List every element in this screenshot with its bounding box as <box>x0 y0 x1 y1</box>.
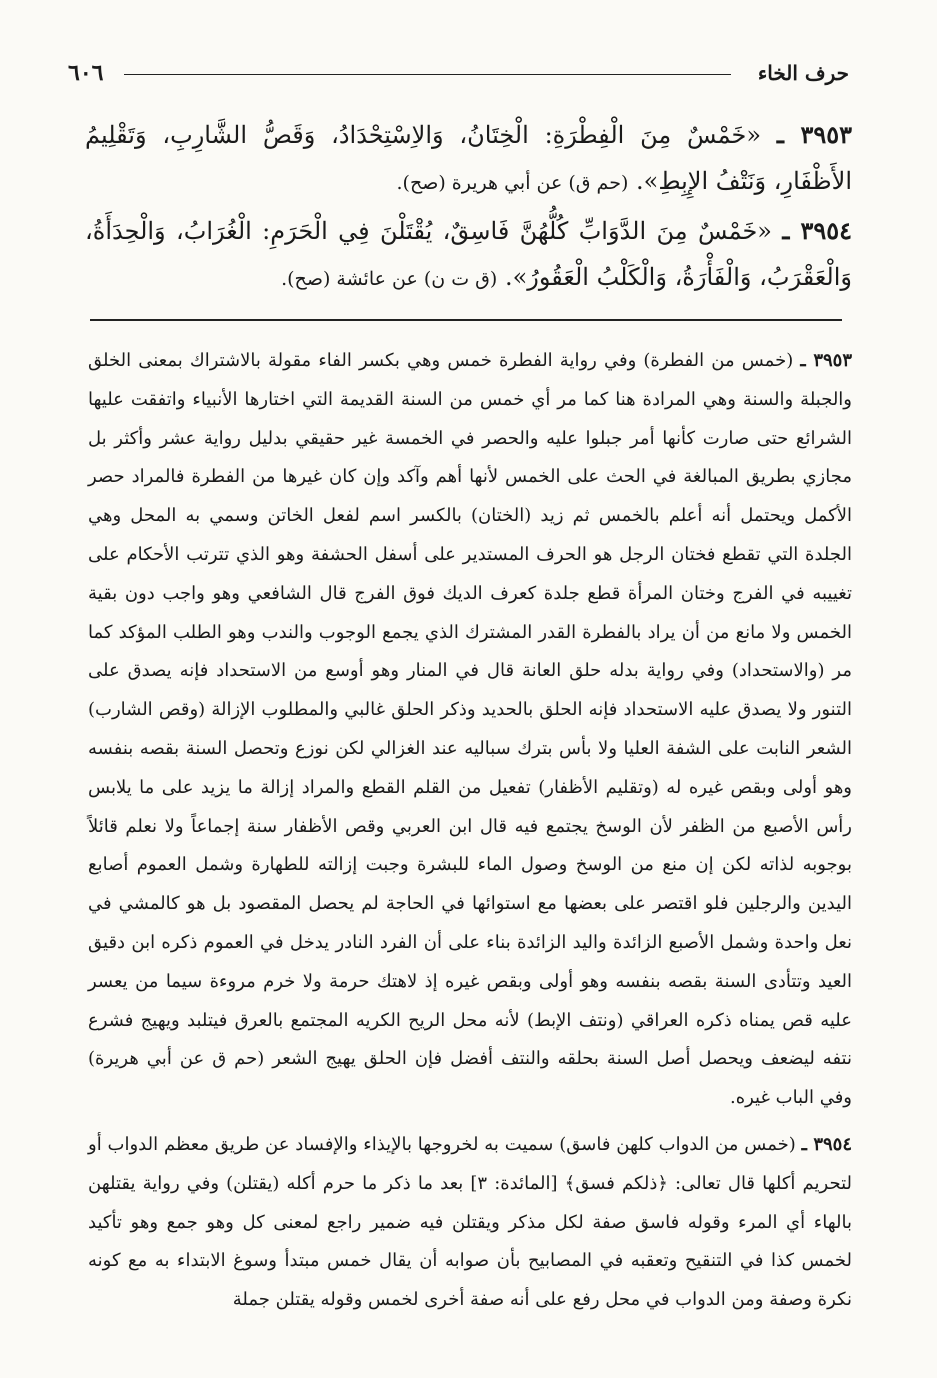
commentary-text: (خمس من الدواب كلهن فاسق) سميت به لخروجها بالإيذاء والإفساد عن طريق معظم الدواب أو لتحريم أكلها قال تعالى: ﴿ذلكم فسق﴾ [المائدة: ٣] بعد ما ذكر ما حرم أكله (يقتلن) وفي رواية يقتلهن بالهاء أي المرء وقوله فاسق صفة لكل مذكر ويقتلن فيه ضمير راجع لمعنى كل وهو جمع وهو تأكيد لخمس كذا في التنقيح وتعقبه في المصابيح بأن صوابه أن يقال خمس مبتدأ وسوغ الابتداء به مع كونه نكرة وصفة ومن الدواب في محل رفع على أنه صفة أخرى لخمس وقوله يقتلن جملة <box>88 1133 853 1311</box>
hadith-source: (ق ت ن) عن عائشة (صح). <box>281 268 498 290</box>
hadith-source: (حم ق) عن أبي هريرة (صح). <box>396 172 629 194</box>
commentary-section <box>88 342 852 1320</box>
header-rule <box>124 74 731 75</box>
commentary-text: (خمس من الفطرة) وفي رواية الفطرة خمس وهي بكسر الفاء مقولة بالاشتراك بمعنى الخلق والجبلة والسنة وهي المرادة هنا كما مر أي خمس من السنة القديمة التي اختارها الأنبياء واتفقت عليها الشرائع حتى صارت كأنها أمر جبلوا عليه والحصر في الخمسة غير حقيقي بدليل رواية عشر وأكثر بل مجازي بطريق المبالغة في الحث على الخمس لأنها أهم وآكد وإن كان غيرها من الفطرة فالمراد حصر الأكمل ويحتمل أنه أعلم بالخمس ثم زيد (الختان) بالكسر اسم لفعل الخاتن وسمي به المحل وهي الجلدة التي تقطع فختان الرجل هو الحرف المستدير على أسفل الحشفة وهو الذي تترتب الأحكام على تغييبه في الفرج وختان المرأة قطع جلدة كعرف الديك فوق الفرج قال الشافعي وهو واجب دون بقية الخمس ولا مانع من أن يراد بالفطرة القدر المشترك الذي يجمع الوجوب والندب وهو الطلب المؤكد كما مر (والاستحداد) وفي رواية بدله حلق العانة قال في المنار وهو أوسع من الاستحداد فإنه يصدق على التنور ولا يصدق عليه الاستحداد فإنه الحلق بالحديد وذكر الحلق غالبي والمطلوب الإزالة (وقص الشارب) الشعر النابت على الشفة العليا ولا بأس بترك سباليه عند الغزالي لكن نوزع وتحصل السنة بقصه بنفسه وهو أولى وبقص غيره له (وتقليم الأظفار) تفعيل من القلم القطع والمراد إزالة ما يزيد على ما يلابس رأس الأصبع من الظفر لأن الوسخ يجتمع فيه قال ابن العربي وقص الأظفار سنة إجماعاً ولا نعلم قائلاً بوجوبه لذاته لكن إن منع من الوسخ وصول الماء للبشرة وجبت إزالته للطهارة وشمل العموم أصابع اليدين والرجلين فلو اقتصر على بعضها مع استوائها في الحاجة لم يحصل المقصود بل هو كالمشي في نعل واحدة وشمل الأصبع الزائدة واليد الزائدة بناء على أن الفرد النادر يدخل في العموم ذكره ابن دقيق العيد وتتأدى السنة بقصه بنفسه وهو أولى وبقص غيره إذ لاهتك حرمة ولا خرم مروءة سيما من يعسر عليه قص يمناه ذكره العراقي (ونتف الإبط) لأنه محل الريح الكريه المجتمع بالعرق فيتلبد ويهيج فشرع نتفه ليضعف ويحصل أصل السنة بحلقه والنتف أفضل فإن الحلق يهيج الشعر (حم ق عن أبي هريرة) وفي الباب غيره. <box>88 350 852 1109</box>
hadith-text: «خَمْسٌ مِنَ الْفِطْرَةِ: الْخِتَانُ، وَالاِسْتِحْدَادُ، وَقَصُّ الشَّارِبِ، وَتَقْلِيمُ الأَظْفَارِ، وَنَتْفُ الإِبِطِ». <box>85 121 852 195</box>
hadith-number: ٣٩٥٤ ـ <box>782 216 853 245</box>
page-number: ٦٠٦ <box>68 60 104 86</box>
commentary-number: ٣٩٥٣ ـ <box>800 350 852 371</box>
commentary-number: ٣٩٥٤ ـ <box>801 1133 852 1155</box>
hadith-3954 <box>85 208 852 302</box>
hadith-text: «خَمْسٌ مِنَ الدَّوَابِّ كُلُّهُنَّ فَاسِقٌ، يُقْتَلْنَ فِي الْحَرَمِ: الْغُرَابُ، وَالْحِدَأَةُ، وَالْعَقْرَبُ، وَالْفَأْرَةُ، وَالْكَلْبُ الْعَقُورُ». <box>85 217 852 291</box>
section-divider <box>90 319 842 321</box>
commentary-3954 <box>88 1126 852 1320</box>
commentary-3953 <box>88 342 852 1118</box>
hadith-number: ٣٩٥٣ ـ <box>776 120 852 149</box>
running-header <box>68 58 849 92</box>
chapter-title: حرف الخاء <box>757 61 849 85</box>
hadith-3953 <box>85 112 852 206</box>
